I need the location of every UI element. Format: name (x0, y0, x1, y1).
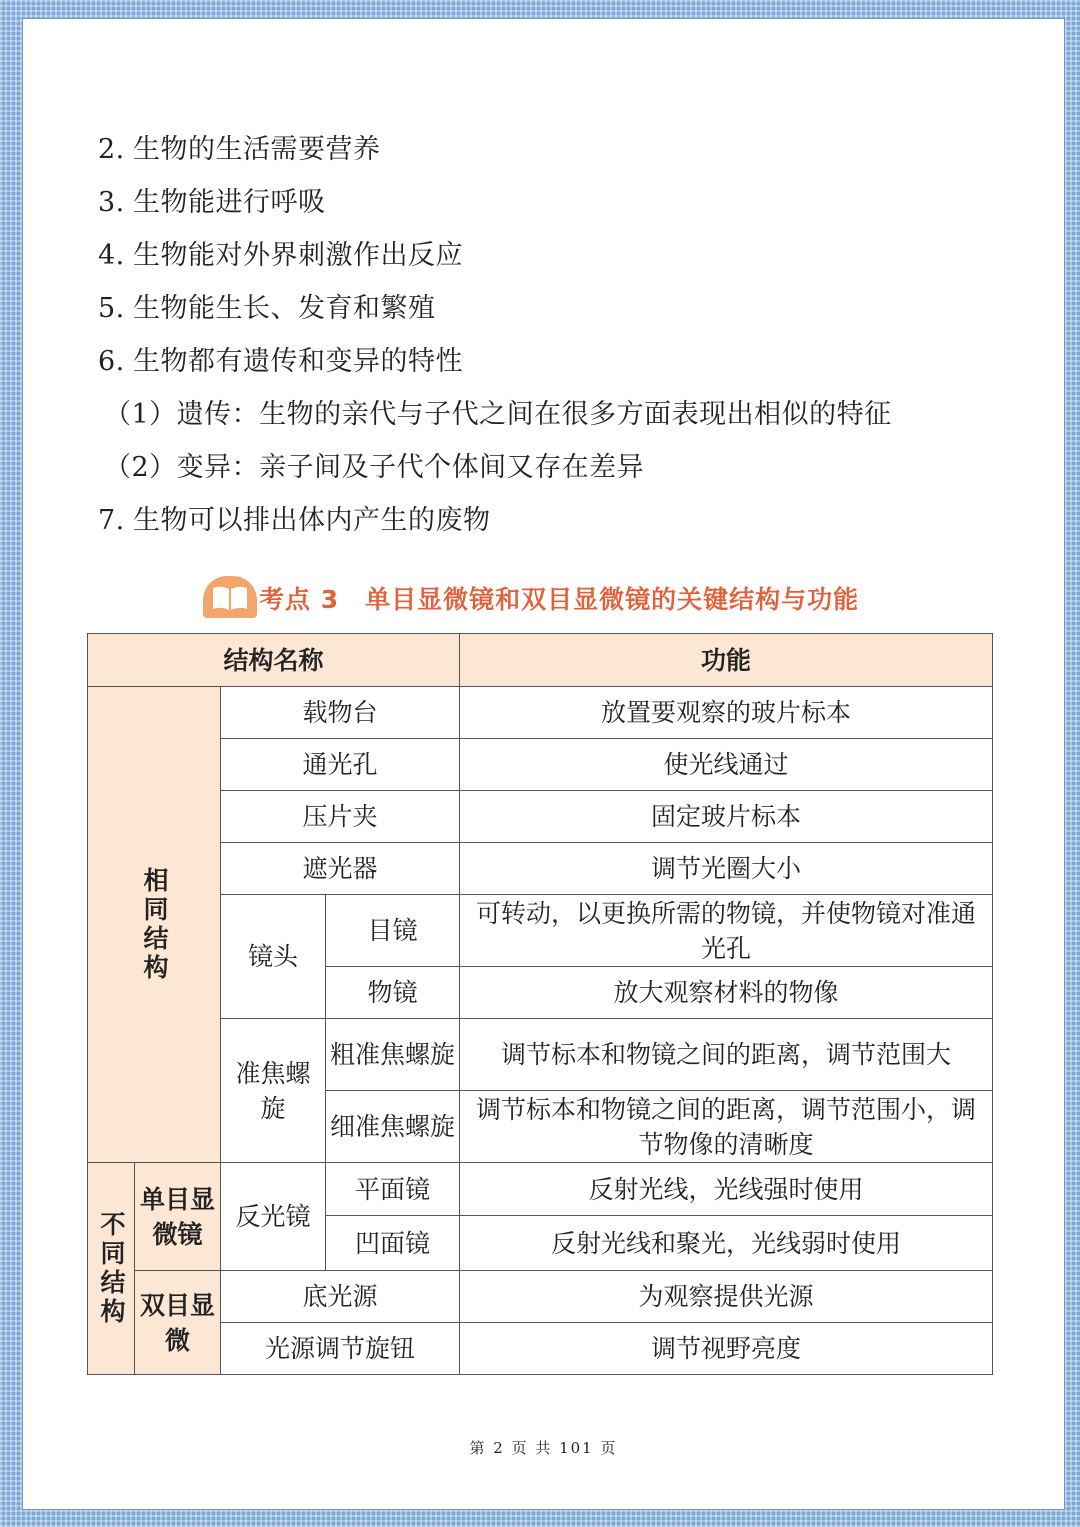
mono-label: 单目显微镜 (135, 1163, 221, 1271)
table-row (88, 687, 993, 739)
header-function: 功能 (460, 634, 993, 687)
list-item: 3. 生物能进行呼吸 (98, 187, 326, 218)
cell-name: 粗准焦螺旋 (326, 1019, 460, 1091)
list-item: 5. 生物能生长、发育和繁殖 (98, 293, 436, 324)
section-title-text: 考点 3 单目显微镜和双目显微镜的关键结构与功能 (259, 585, 860, 614)
cell-function: 调节光圈大小 (460, 843, 993, 895)
list-sub-item: （2）变异：亲子间及子代个体间又存在差异 (104, 452, 645, 483)
cell-name: 光源调节旋钮 (221, 1323, 460, 1375)
microscope-structure-table (87, 633, 993, 1375)
header-structure-name: 结构名称 (88, 634, 460, 687)
same-structure-label: 相同结构 (88, 687, 221, 1163)
table-row (88, 1323, 993, 1375)
table-row (88, 739, 993, 791)
cell-function: 放置要观察的玻片标本 (460, 687, 993, 739)
cell-function: 为观察提供光源 (460, 1271, 993, 1323)
cell-name: 遮光器 (221, 843, 460, 895)
table-row (88, 791, 993, 843)
characteristics-list (98, 127, 892, 551)
list-sub-item: （1）遗传：生物的亲代与子代之间在很多方面表现出相似的特征 (104, 399, 892, 430)
cell-name: 物镜 (326, 967, 460, 1019)
cell-function: 调节标本和物镜之间的距离，调节范围小，调节物像的清晰度 (460, 1091, 993, 1163)
table-row (88, 895, 993, 967)
section-heading (203, 574, 903, 624)
cell-function: 固定玻片标本 (460, 791, 993, 843)
cell-name: 目镜 (326, 895, 460, 967)
cell-group: 准焦螺旋 (221, 1019, 326, 1163)
list-item: 7. 生物可以排出体内产生的废物 (98, 505, 491, 536)
table-header-row (88, 634, 993, 687)
cell-function: 反射光线和聚光，光线弱时使用 (460, 1216, 993, 1271)
table-row (88, 1163, 993, 1216)
list-item: 4. 生物能对外界刺激作出反应 (98, 240, 463, 271)
cell-name: 载物台 (221, 687, 460, 739)
cell-group: 反光镜 (221, 1163, 326, 1271)
bino-label: 双目显微 (135, 1271, 221, 1375)
book-icon (203, 576, 257, 618)
cell-function: 调节标本和物镜之间的距离，调节范围大 (460, 1019, 993, 1091)
page-footer: 第 2 页 共 101 页 (469, 1439, 618, 1457)
cell-name: 平面镜 (326, 1163, 460, 1216)
cell-function: 调节视野亮度 (460, 1323, 993, 1375)
diff-structure-label: 不同结构 (88, 1163, 135, 1375)
cell-name: 细准焦螺旋 (326, 1091, 460, 1163)
list-item: 2. 生物的生活需要营养 (98, 134, 381, 165)
table-row (88, 843, 993, 895)
table-row (88, 1019, 993, 1091)
cell-name: 底光源 (221, 1271, 460, 1323)
cell-name: 凹面镜 (326, 1216, 460, 1271)
cell-function: 放大观察材料的物像 (460, 967, 993, 1019)
list-item: 6. 生物都有遗传和变异的特性 (98, 346, 463, 377)
table-row (88, 1271, 993, 1323)
cell-name: 通光孔 (221, 739, 460, 791)
cell-function: 反射光线，光线强时使用 (460, 1163, 993, 1216)
cell-function: 可转动，以更换所需的物镜，并使物镜对准通光孔 (460, 895, 993, 967)
cell-group: 镜头 (221, 895, 326, 1019)
cell-function: 使光线通过 (460, 739, 993, 791)
cell-name: 压片夹 (221, 791, 460, 843)
